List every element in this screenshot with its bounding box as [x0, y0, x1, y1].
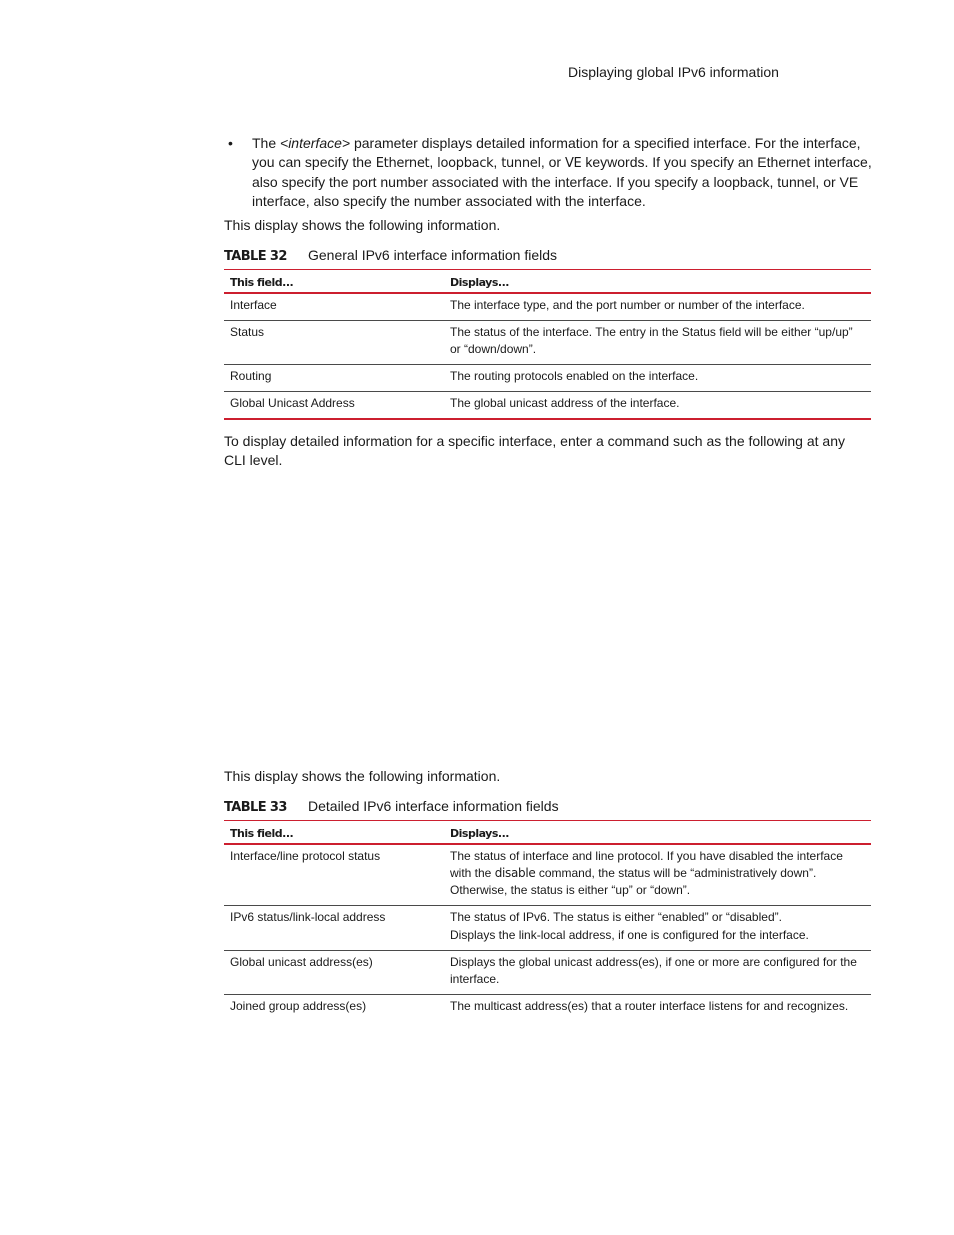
description-cell: The routing protocols enabled on the interface.: [444, 364, 871, 391]
table-row: [224, 293, 871, 321]
table-33-caption: [224, 798, 559, 815]
column-header: This field...: [224, 270, 444, 293]
table-32: [224, 269, 871, 420]
running-header: Displaying global IPv6 information: [568, 64, 779, 80]
field-cell: Interface/line protocol status: [224, 844, 444, 906]
table-title: Detailed IPv6 interface information fields: [308, 798, 559, 814]
description-cell: [444, 905, 871, 950]
table-number: TABLE 33: [224, 800, 287, 815]
description-line: The status of IPv6. The status is either “enabled” or “disabled”.: [450, 909, 782, 924]
description-cell: The global unicast address of the interface.: [444, 391, 871, 419]
field-cell: Joined group address(es): [230, 998, 367, 1013]
bullet-text: [252, 134, 874, 211]
keyword-ethernet: Ethernet: [375, 156, 430, 171]
table-header-row: [224, 270, 871, 293]
table-title: General IPv6 interface information fields: [308, 247, 558, 263]
keyword-ve: VE: [564, 156, 582, 171]
table-row: [224, 320, 871, 364]
text-span: keywords. If you specify an Ethernet interface, also specify the port number associated with the interface. If you specify a loopback, tunnel, or VE interface, also specify the number associated with the interface.: [252, 154, 872, 209]
text-span: , or: [540, 154, 565, 170]
description-cell: The interface type, and the port number or number of the interface.: [444, 293, 871, 321]
keyword-disable: disable: [494, 865, 536, 880]
paragraph-detail-command: To display detailed information for a specific interface, enter a command such as the following at any CLI level.: [224, 433, 845, 468]
column-header: Displays...: [444, 270, 871, 293]
bullet-dot-icon: •: [228, 135, 233, 151]
text-span: ,: [493, 154, 502, 170]
column-header: This field...: [224, 821, 444, 844]
description-cell: Displays the global unicast address(es), if one or more are configured for the interface.: [444, 950, 871, 994]
text-span: ,: [429, 154, 438, 170]
keyword-tunnel: tunnel: [501, 156, 541, 171]
table-number: TABLE 32: [224, 249, 287, 264]
field-cell: Global unicast address(es): [224, 950, 444, 994]
table-row: [224, 391, 871, 419]
field-cell: Status: [224, 320, 444, 364]
description-cell: [444, 844, 871, 906]
table-row: [224, 905, 871, 950]
field-cell: Interface: [224, 293, 444, 321]
description-cell: The status of the interface. The entry in the Status field will be either “up/up” or “down/down”.: [444, 320, 871, 364]
field-cell: IPv6 status/link-local address: [224, 905, 444, 950]
table-row: [224, 364, 871, 391]
table-row: [224, 950, 871, 994]
table-32-caption: [224, 247, 557, 264]
table-33: [224, 820, 871, 1021]
table-row: [224, 844, 871, 906]
field-cell: Global Unicast Address: [224, 391, 444, 419]
text-span: The status of interface and line protocol. If you have disabled the interface with the: [450, 848, 843, 880]
parameter-name: <interface>: [280, 135, 351, 151]
description-line: Displays the link-local address, if one is configured for the interface.: [450, 927, 809, 942]
table-row: [224, 994, 871, 1021]
text-span: command, the status will be “administratively down”. Otherwise, the status is either “up” or “down”.: [450, 865, 817, 897]
text-span: parameter displays detailed information for a specified interface. For the interface, you can specify the: [252, 135, 861, 170]
text-span: The: [252, 135, 281, 151]
column-header: Displays...: [444, 821, 871, 844]
bullet-item: [224, 134, 874, 211]
field-cell: Routing: [224, 364, 444, 391]
description-cell: The multicast address(es) that a router interface listens for and recognizes.: [450, 998, 849, 1013]
table-header-row: [224, 821, 871, 844]
paragraph-display-info-2: This display shows the following information.: [224, 768, 501, 784]
keyword-loopback: loopback: [437, 156, 494, 171]
paragraph-display-info: This display shows the following information.: [224, 217, 501, 233]
